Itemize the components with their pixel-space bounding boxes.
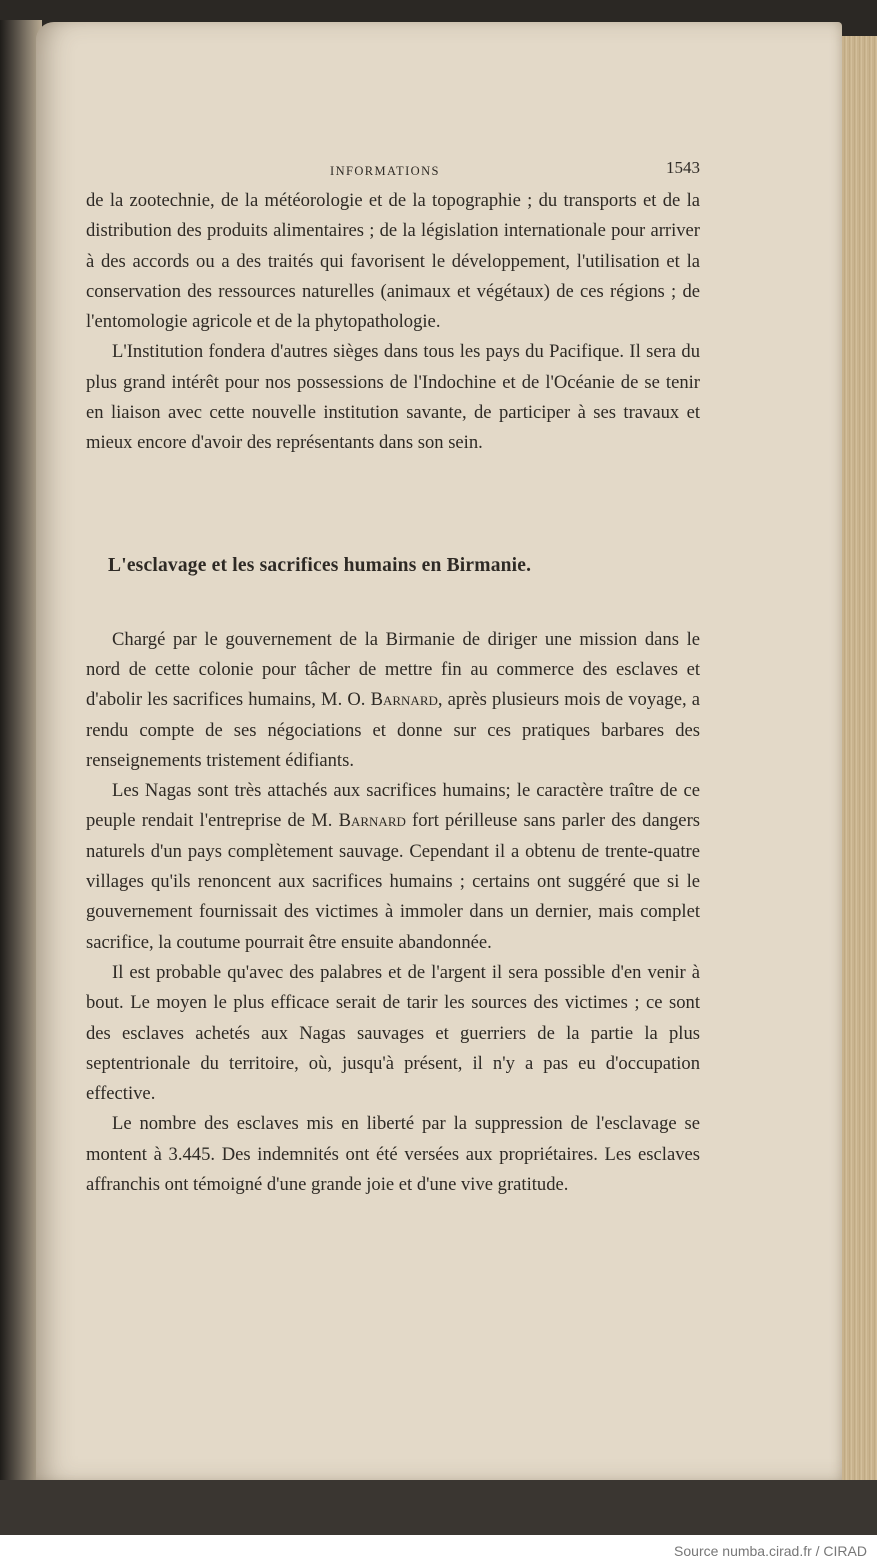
article-paragraph-2: Les Nagas sont très attachés aux sacrifices humains; le caractère traître de ce peuple rendait l'entreprise de M. Barnard fort périlleuse sans parler des dangers naturels d'un pays complètement sauvage. Cependant il a obtenu de trente-quatre villages qu'ils renoncent aux sacrifices humains ; certains ont suggéré que si le gouvernement fournissait des victimes à immoler dans un dernier, mais complet sacrifice, la coutume pourrait être ensuite abandonnée. [86,780,700,953]
article-body [86,625,700,1201]
page-content [86,150,700,1200]
page-edges [838,36,877,1480]
article-paragraph-3: Il est probable qu'avec des palabres et de l'argent il sera possible d'en venir à bout. Le moyen le plus efficace serait de tarir les sources des victimes ; ce sont des esclaves achetés aux Nagas sauvages et guerriers de la partie la plus septentrionale du territoire, où, jusqu'à présent, il n'y a pas eu d'occupation effective. [86,961,700,1105]
author-name: Barnard [338,810,406,832]
author-name: Barnard [370,689,438,711]
continuation-paragraph-1: de la zootechnie, de la météorologie et de la topographie ; du transports et de la distribution des produits alimentaires ; de la législation internationale pour arriver à des accords ou a des traités qui favorisent le développement, l'utilisation et la conservation des ressources naturelles (animaux et végétaux) de ces régions ; de l'entomologie agricole et de la phytopathologie. [86,190,700,333]
source-credit: Source numba.cirad.fr / CIRAD [674,1543,867,1559]
article-title: L'esclavage et les sacrifices humains en Birmanie. [108,554,532,576]
article-paragraph-4: Le nombre des esclaves mis en liberté par la suppression de l'esclavage se montent à 3.445. Des indemnités ont été versées aux propriétaires. Les esclaves affranchis ont témoigné d'une grande joie et d'une vive gratitude. [86,1113,700,1196]
page-number: 1543 [666,158,700,177]
running-title: INFORMATIONS [330,164,440,178]
continuation-paragraph-2: L'Institution fondera d'autres sièges dans tous les pays du Pacifique. Il sera du plus grand intérêt pour nos possessions de l'Indochine et de l'Océanie de se tenir en liaison avec cette nouvelle institution savante, de participer à ses travaux et mieux encore d'avoir des représentants dans son sein. [86,341,700,454]
running-header [86,150,700,186]
article-paragraph-1: Chargé par le gouvernement de la Birmanie de diriger une mission dans le nord de cette colonie pour tâcher de mettre fin au commerce des esclaves et d'abolir les sacrifices humains, M. O. Barnard, après plusieurs mois de voyage, a rendu compte de ses négociations et donne sur ces pratiques barbares des renseignements tristement édifiants. [86,628,700,771]
